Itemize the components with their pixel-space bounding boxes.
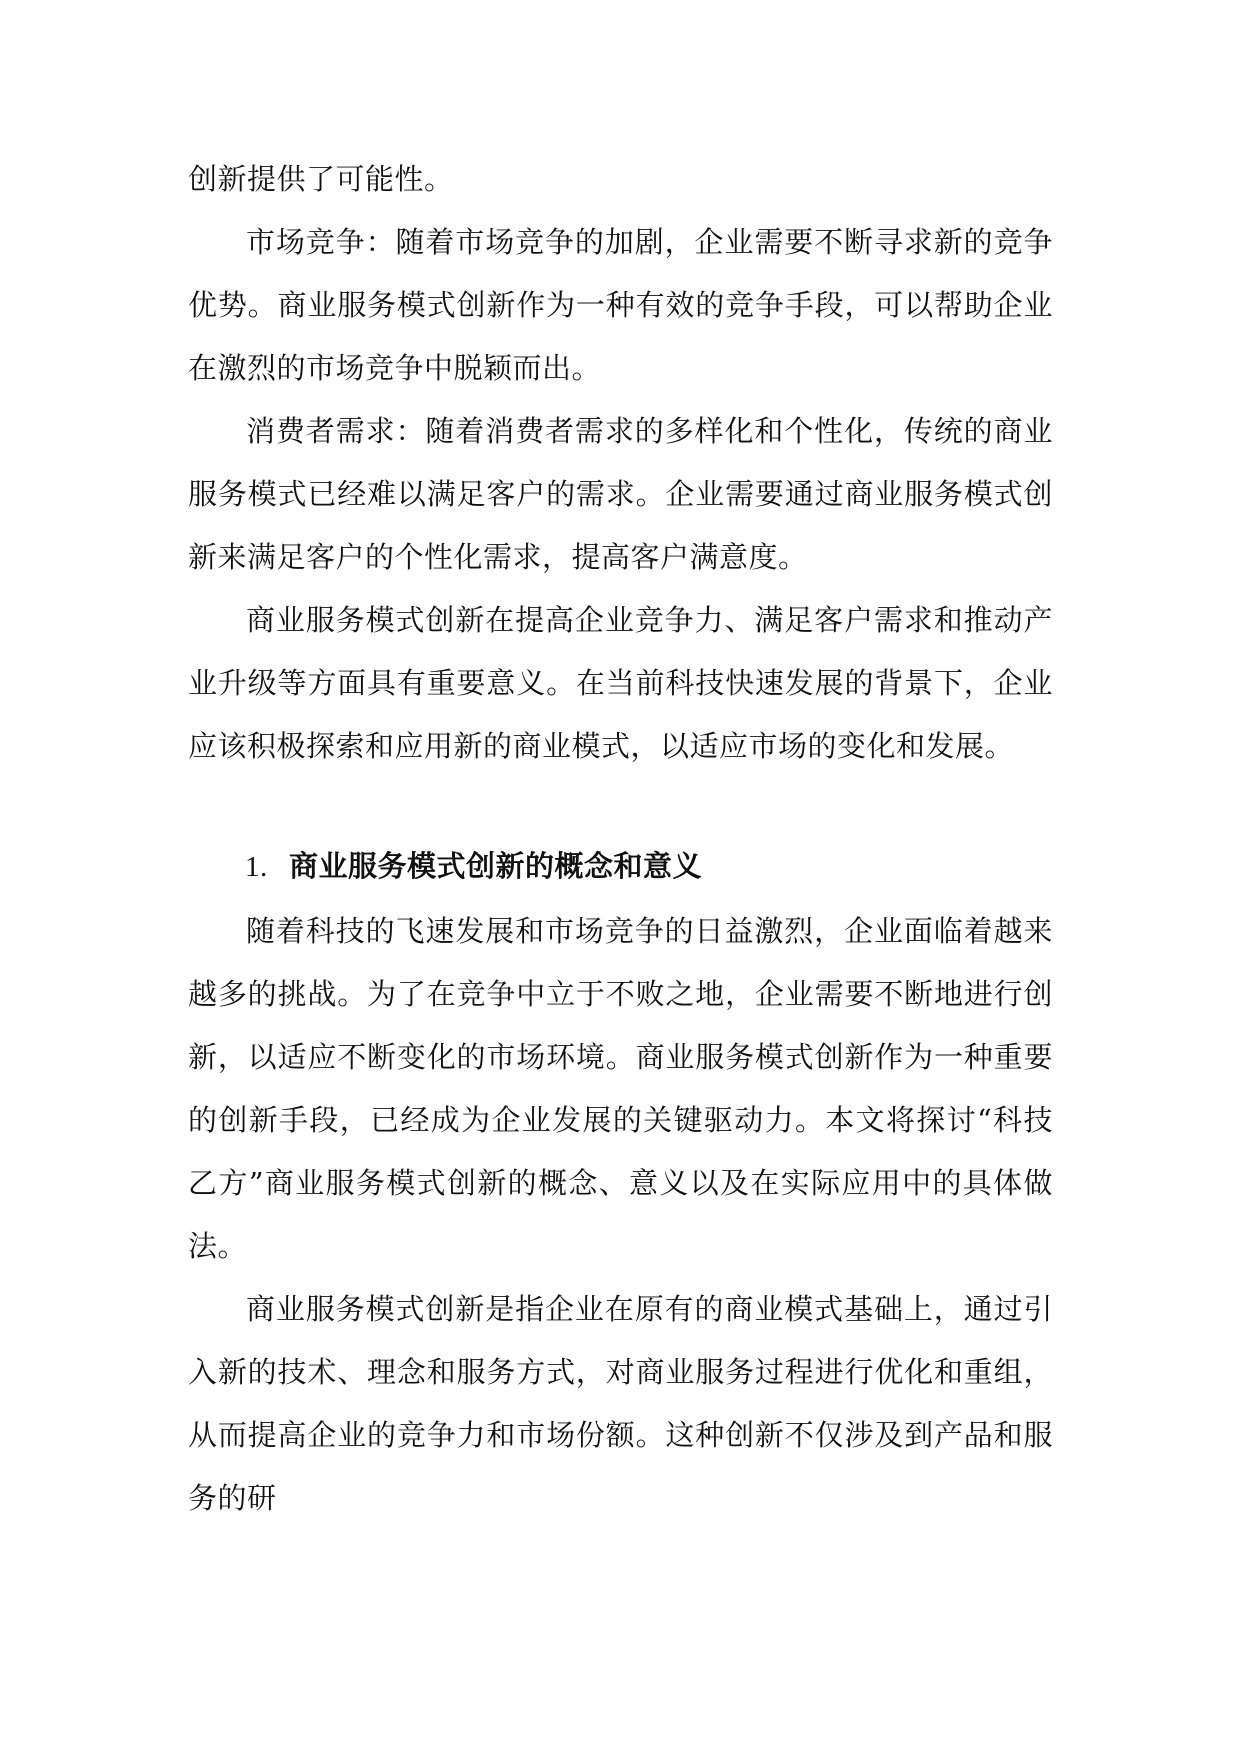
paragraph-consumer-demand: 消费者需求：随着消费者需求的多样化和个性化，传统的商业服务模式已经难以满足客户的需求。企业需要通过商业服务模式创新来满足客户的个性化需求，提高客户满意度。: [188, 414, 1053, 574]
section-number: 1.: [245, 851, 268, 883]
paragraph-continuation: 创新提供了可能性。: [188, 162, 454, 196]
paragraph-introduction: 随着科技的飞速发展和市场竞争的日益激烈，企业面临着越来越多的挑战。为了在竞争中立于不败之地，企业需要不断地进行创新，以适应不断变化的市场环境。商业服务模式创新作为一种重要的创新手段，已经成为企业发展的关键驱动力。本文将探讨“科技乙方”商业服务模式创新的概念、意义以及在实际应用中的具体做法。: [188, 914, 1053, 1263]
paragraph-significance-summary: 商业服务模式创新在提高企业竞争力、满足客户需求和推动产业升级等方面具有重要意义。在当前科技快速发展的背景下，企业应该积极探索和应用新的商业模式，以适应市场的变化和发展。: [188, 603, 1053, 763]
document-body: [188, 148, 1053, 1530]
section-title: 商业服务模式创新的概念和意义: [289, 849, 703, 883]
paragraph-market-competition: 市场竞争：随着市场竞争的加剧，企业需要不断寻求新的竞争优势。商业服务模式创新作为一种有效的竞争手段，可以帮助企业在激烈的市场竞争中脱颖而出。: [188, 225, 1053, 385]
section-heading: [188, 835, 1053, 899]
paragraph-definition: 商业服务模式创新是指企业在原有的商业模式基础上，通过引入新的技术、理念和服务方式，对商业服务过程进行优化和重组，从而提高企业的竞争力和市场份额。这种创新不仅涉及到产品和服务的研: [188, 1292, 1053, 1515]
